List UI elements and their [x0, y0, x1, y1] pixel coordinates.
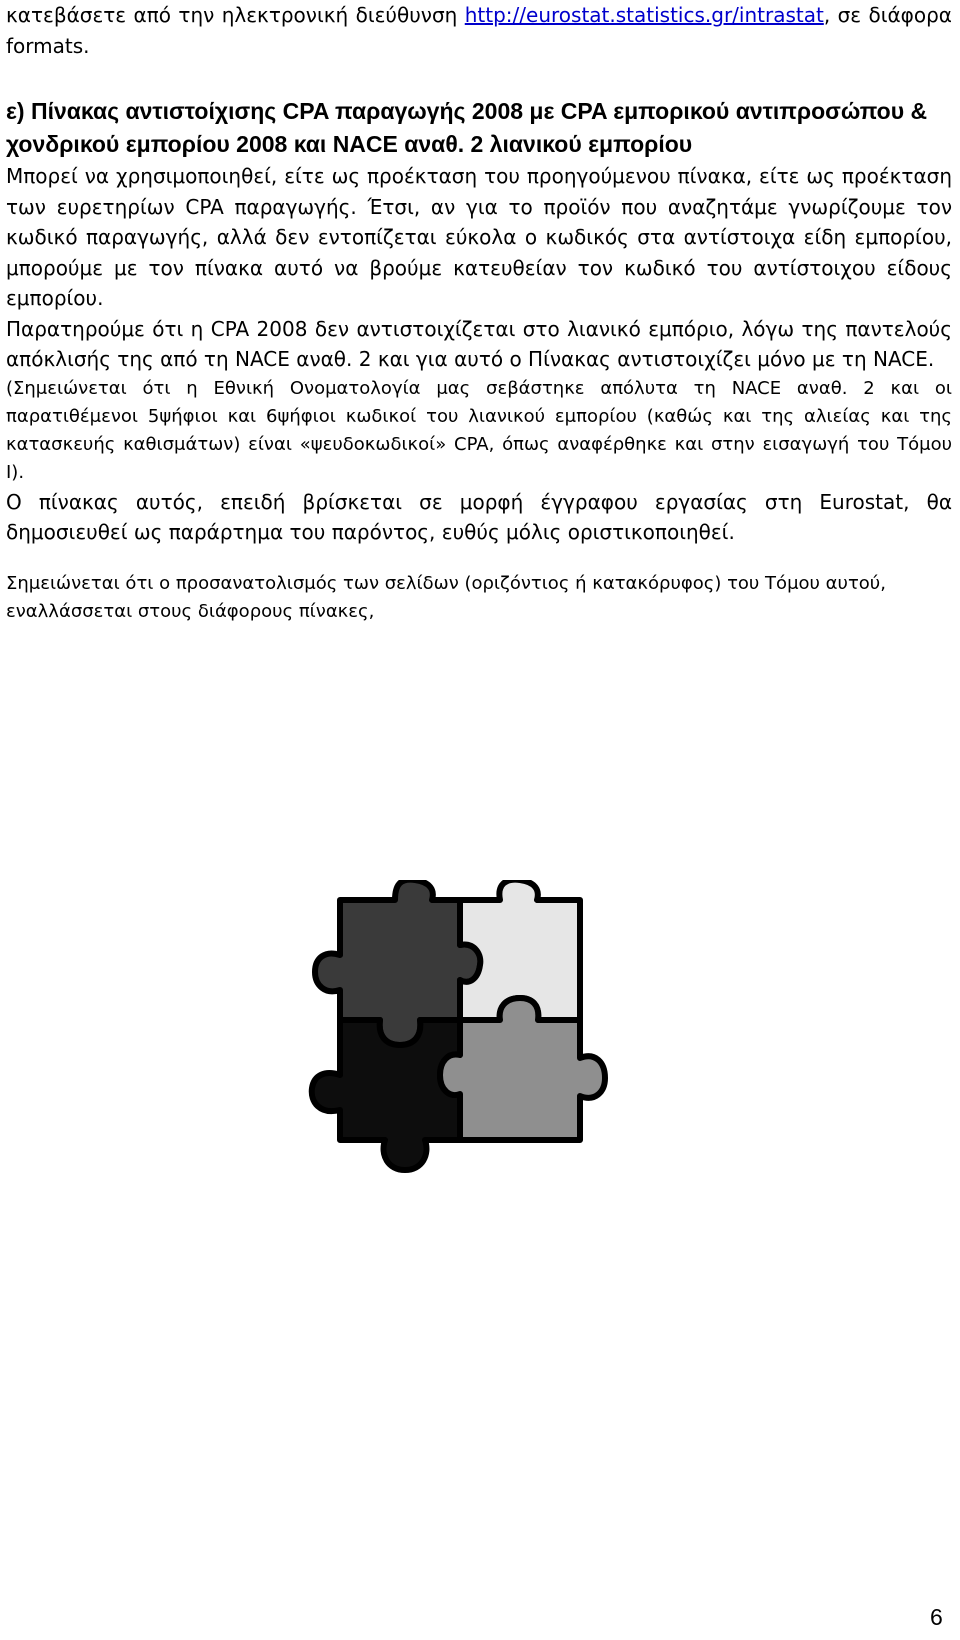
puzzle-piece-bottom-left	[312, 1020, 460, 1170]
intrastat-link[interactable]: http://eurostat.statistics.gr/intrastat	[464, 3, 824, 27]
section-e-note: (Σημειώνεται ότι η Εθνική Ονοματολογία μας σεβάστηκε απόλυτα τη NACE αναθ. 2 και οι παρατιθέμενοι 5ψήφιοι και 6ψήφιοι κωδικοί του λιανικού εμπορίου (καθώς και της αλιείας και της κατασκευής καθισμάτων) είναι «ψευδοκωδικοί» CPA, όπως αναφέρθηκε και στην εισαγωγή του Τόμου Ι).	[6, 377, 952, 483]
section-e-paragraph-3: Ο πίνακας αυτός, επειδή βρίσκεται σε μορφή έγγραφου εργασίας στη Eurostat, θα δημοσιευθεί ως παράρτημα του παρόντος, ευθύς μόλις οριστικοποιηθεί.	[6, 489, 952, 544]
document-page	[6, 0, 952, 626]
section-e-paragraph-2: Παρατηρούμε ότι η CPA 2008 δεν αντιστοιχίζεται στο λιανικό εμπόριο, λόγω της παντελούς απόκλισής της από τη NACE αναθ. 2 και για αυτό ο Πίνακας αντιστοιχίζει μόνο με τη NACE.	[6, 316, 952, 371]
intro-text: κατεβάσετε από την ηλεκτρονική διεύθυνση	[6, 3, 465, 27]
puzzle-piece-bottom-right	[440, 998, 605, 1140]
orientation-note: Σημειώνεται ότι ο προσανατολισμός των σελίδων (οριζόντιος ή κατακόρυφος) του Τόμου αυτού, εναλλάσσεται στους διάφορους πίνακες,	[6, 572, 886, 622]
section-e-paragraph-1: Μπορεί να χρησιμοποιηθεί, είτε ως προέκταση του προηγούμενου πίνακα, είτε ως προέκταση των ευρετηρίων CPA παραγωγής. Έτσι, αν για το προϊόν που αναζητάμε γνωρίζουμε τον κωδικό παραγωγής, αλλά δεν εντοπίζεται εύκολα ο κωδικός στα αντίστοιχα είδη εμπορίου, μπορούμε με τον πίνακα αυτό να βρούμε κατευθείαν τον κωδικό του αντίστοιχου είδους εμπορίου.	[6, 164, 952, 310]
section-e-heading: ε) Πίνακας αντιστοίχισης CPA παραγωγής 2008 με CPA εμπορικού αντιπροσώπου & χονδρικού εμπορίου 2008 και NACE αναθ. 2 λιανικού εμπορίου	[6, 98, 928, 157]
intro-text-end: , σε διάφορα formats.	[6, 3, 952, 58]
page-number: 6	[930, 1604, 943, 1630]
intro-paragraph	[6, 0, 952, 61]
puzzle-pieces-icon	[300, 880, 640, 1220]
